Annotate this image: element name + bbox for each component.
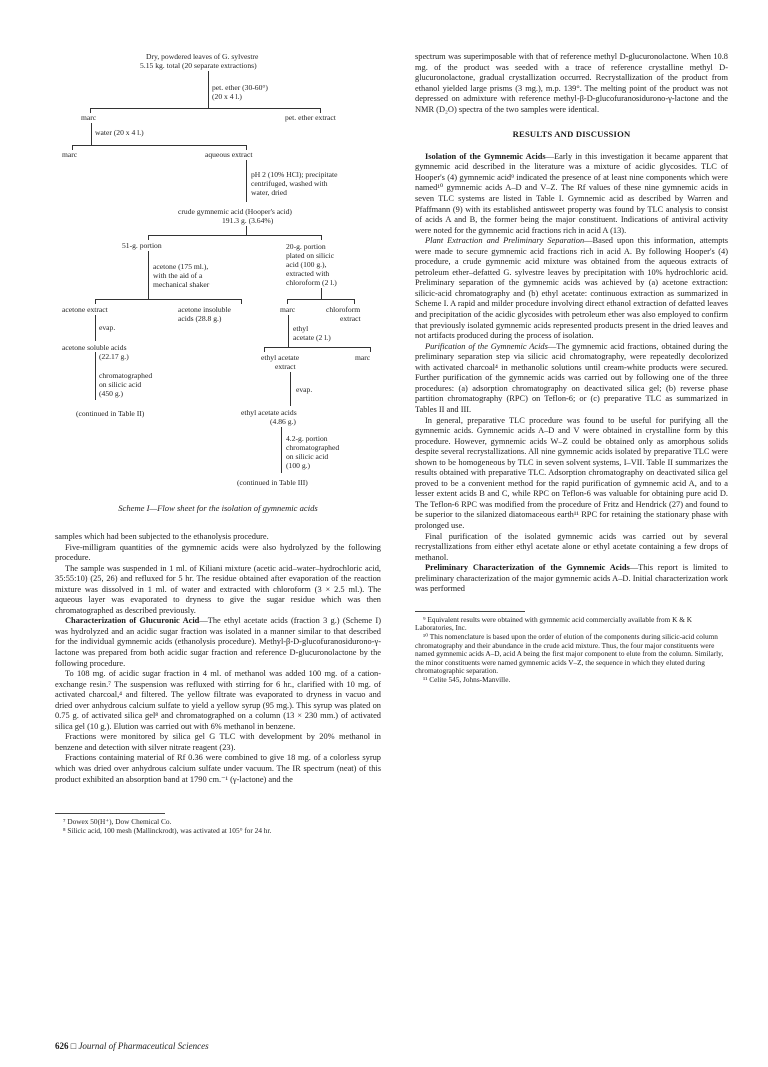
flow-node: chromatographed: [99, 371, 153, 380]
flow-node: ethyl acetate: [261, 353, 300, 362]
flow-node: acid (100 g.),: [286, 260, 327, 269]
flow-connector: [72, 145, 247, 146]
flow-node: marc: [355, 353, 371, 362]
flow-node: (100 g.): [286, 461, 311, 470]
journal-name: Journal of Pharmaceutical Sciences: [78, 1041, 209, 1051]
page-number: 626: [55, 1041, 69, 1051]
paragraph: To 108 mg. of acidic sugar fraction in 4 ml. of methanol was added 100 mg. of a cation-exchange resin.⁷ The suspension was refluxed with stirring for 6 hr., clarified with 10 mg. of activated charcoal,⁴ and filtered. The yellow filtrate was evaporated to dryness in vacuo and dried over anhydrous calcium sulfate to yield a yellow syrup (95 mg.). This syrup was plated on 0.75 g. of activated silica gel⁸ and chromatographed on a column (13 × 230 mm.) of activated silica gel (10 g.). Elution was carried out with 6% methanol in benzene.: [55, 669, 381, 731]
section-heading: Purification of the Gymnemic Acids: [425, 341, 548, 351]
flow-node: chloroform (2 l.): [286, 278, 337, 287]
flow-node: centrifuged, washed with: [251, 179, 328, 188]
flow-node: (continued in Table II): [76, 409, 145, 418]
paragraph: [415, 342, 728, 416]
paragraph: samples which had been subjected to the ethanolysis procedure.: [55, 532, 269, 541]
flow-connector: [281, 427, 282, 473]
flow-node: ethyl: [293, 324, 309, 333]
flow-node: acids (28.8 g.): [178, 314, 222, 323]
footnote: ⁷ Dowex 50(H⁺), Dow Chemical Co.: [63, 817, 172, 827]
flow-connector: [354, 299, 355, 304]
paragraph: Final purification of the isolated gymnemic acids was carried out by several recrystallizations from either ethyl acetate alone or ethyl acetate containing a few drops of methanol.: [415, 531, 728, 562]
flow-connector: [264, 347, 265, 352]
section-heading: Plant Extraction and Preliminary Separation: [425, 236, 585, 246]
left-column: [55, 532, 381, 835]
flow-connector: [148, 251, 149, 299]
footnote: ⁹ Equivalent results were obtained with gymnemic acid commercially available from K & K Laboratories, Inc.: [415, 614, 692, 633]
flow-node: 4.2-g. portion: [286, 434, 328, 443]
page-footer: [55, 1041, 209, 1051]
footnote: ¹¹ Celite 545, Johns-Manville.: [423, 674, 511, 684]
footnotes: [55, 818, 381, 835]
paragraph: Fractions containing material of Rf 0.36 were combined to give 18 mg. of a colorless syrup which was dried over anhydrous calcium sulfate under vacuum. The IR spectrum (neat) of this product exhibited an absorption band at 1790 cm.⁻¹ (γ-lactone) and the: [55, 753, 381, 784]
flow-node: Dry, powdered leaves of G. sylvestre: [146, 52, 259, 61]
section-heading: Characterization of Glucuronic Acid: [65, 616, 200, 626]
paragraph-text: —This report is limited to preliminary characterization of the major gymnemic acids A–D. Initial characterization work was performed: [415, 563, 728, 594]
box-glyph: □: [70, 1041, 77, 1051]
flow-node: extracted with: [286, 269, 330, 278]
flow-node: on silicic acid: [99, 380, 142, 389]
flow-node: on silicic acid: [286, 452, 329, 461]
flow-node: acetone soluble acids: [62, 343, 127, 352]
flow-connector: [90, 108, 321, 109]
section-heading: Preliminary Characterization of the Gymnemic Acids: [425, 563, 630, 573]
flow-connector: [91, 123, 92, 145]
flow-connector: [241, 299, 242, 304]
paragraph-text: —The ethyl acetate acids (fraction 3 g.) (Scheme I) was hydrolyzed and an acidic sugar fraction was isolated in a manner similar to that described for the individual gymnemic acids (ethanolysis procedure). Methyl-β-D-glucofuranosidurono-γ-lactone was prepared from both acidic sugar fraction and reference D-glucuronolactone by the following procedure.: [55, 616, 381, 668]
flow-connector: [246, 226, 247, 235]
flow-node: aqueous extract: [205, 150, 253, 159]
flow-node: (continued in Table III): [237, 478, 308, 487]
flow-connector: [288, 315, 289, 347]
flow-node: evap.: [296, 385, 313, 394]
flow-node: pH 2 (10% HCl); precipitate: [251, 170, 338, 179]
flow-node: extract: [340, 314, 361, 323]
flow-node: 5.15 kg. total (20 separate extractions): [140, 61, 257, 70]
flow-node: extract: [275, 362, 296, 371]
flow-node: chloroform: [326, 305, 361, 314]
section-heading: Isolation of the Gymnemic Acids: [425, 151, 546, 161]
flow-node: crude gymnemic acid (Hooper's acid): [178, 207, 292, 216]
flow-node: evap.: [99, 323, 116, 332]
section-title: RESULTS AND DISCUSSION: [512, 129, 631, 140]
flow-node: (22.17 g.): [99, 352, 129, 361]
paragraph: [55, 616, 381, 669]
flow-node: 51-g. portion: [122, 241, 162, 250]
flow-connector: [321, 288, 322, 299]
flow-node: marc: [62, 150, 78, 159]
flow-node: acetone extract: [62, 305, 108, 314]
flow-node: water (20 x 4 l.): [95, 128, 144, 137]
flow-node: acetate (2 l.): [293, 333, 331, 342]
flow-node: pet. ether (30-60°): [212, 83, 268, 92]
paragraph: [415, 152, 728, 236]
flow-connector: [95, 315, 96, 341]
paragraph: [415, 236, 728, 341]
paragraph: Five-milligram quantities of the gymnemic acids were also hydrolyzed by the following procedure.: [55, 542, 381, 563]
paragraph: Fractions were monitored by silica gel G TLC with development by 20% methanol in benzene and detection with silver nitrate reagent (23).: [55, 732, 381, 752]
flow-connector: [148, 235, 149, 240]
flow-node: pet. ether extract: [285, 113, 336, 122]
flow-node: mechanical shaker: [153, 280, 210, 289]
flow-node: water, dried: [251, 188, 287, 197]
paragraph: spectrum was superimposable with that of reference methyl D-glucuronolactone. When 10.8 mg. of the product was seeded with a trace of reference crystalline methyl D-glucuronolactone, gradual crystallization occurred. Recrystallization of the product from ethanol yielded large prisms (3 mg.), m.p. 139°. The melting point of the product was not depressed on admixture with reference methyl-β-D-glucofuranosidurono-γ-lactone and the NMR (D₂O) spectra of the two samples were identical.: [415, 52, 728, 114]
flow-node: acetone (175 ml.),: [153, 262, 209, 271]
flow-node: marc: [81, 113, 97, 122]
paragraph-text: —Early in this investigation it became apparent that gymnemic acid described in the literature was a mixture of acidic glycosides. TLC of Hooper's (4) gymnemic acid⁹ indicated the presence of at least nine components which were named¹⁰ gymnemic acids A–D and V–Z. The Rf values of these nine gymnemic acids in seven TLC systems are listed in Table I. Gymnemic acid as described by Warren and Pfaffmann (9) with its established antisweet property was found by TLC analysis to consist of acids A and B, the former being the major constituent. Indications of antiviral activity were noted for the gymnemic acid fractions rich in acid A (13).: [415, 151, 728, 235]
flow-connector: [287, 299, 355, 300]
flow-connector: [290, 372, 291, 406]
flow-connector: [246, 160, 247, 202]
flow-node: 191.3 g. (3.64%): [222, 216, 274, 225]
flow-node: acetone insoluble: [178, 305, 231, 314]
flow-connector: [148, 235, 322, 236]
paragraph: In general, preparative TLC procedure was found to be useful for purifying all the gymnemic acids. Gymnemic acids A–D and V were obtained in crystalline form by this procedure. However, gymnemic acids W–Z could be obtained only as amorphous solids despite several recrystallizations. All nine gymnemic acids isolated by preparative TLC were shown to be homogeneous by TLC in seven solvent systems, I–VII. Table II summarizes the results obtained with preparative TLC. Adsorption chromatography on deactivated silica gel proved to be a convenient method for the rapid purification of gymnemic acid A, and to a lesser extent acids B and C, while RPC on Teflon-6 was valuable for obtaining pure acid D. The Teflon-6 RPC was modified from the procedure of Fritz and Hendrick (27) and found to be superior to the silanized diatomaceous earth¹¹ RPC for retaining the stationary phase with prolonged use.: [415, 415, 728, 530]
flow-node: chromatographed: [286, 443, 340, 452]
flow-node: with the aid of a: [153, 271, 203, 280]
flow-node: (4.86 g.): [270, 417, 296, 426]
paragraph-text: —Based upon this information, attempts were made to secure gymnemic acid fractions rich in acid A. By following Hooper's (4) procedure, a crude gymnemic acid mixture was obtained from the aqueous extracts of petroleum ether–defatted G. sylvestre leaves by precipitation with 10% hydrochloric acid. Preliminary separation of the gymnemic acids was achieved by (a) acetone extraction: silicic-acid chromatography and (b) ethyl acetate: continuous extraction as summarized in Scheme I. A rapid and milder procedure involving direct ethanol extraction of defatted leaves and precipitation of the acidic glycosides with petroleum ether was also employed to confirm that previously isolated gymnemic acids represented products present in the dried leaves and not artifacts produced during the process of isolation.: [415, 236, 728, 341]
flow-connector: [208, 71, 209, 109]
footnote-rule: [415, 611, 525, 612]
flow-node: marc: [280, 305, 296, 314]
footnotes: [415, 616, 728, 685]
right-column: [415, 52, 728, 685]
flow-node: (20 x 4 l.): [212, 92, 242, 101]
flow-node: plated on silicic: [286, 251, 335, 260]
scheme-caption: Scheme I—Flow sheet for the isolation of gymnemic acids: [118, 503, 318, 513]
flow-node: ethyl acetate acids: [241, 408, 297, 417]
flow-node: 20-g. portion: [286, 242, 326, 251]
footnote: ¹⁰ This nomenclature is based upon the order of elution of the components during silicic-acid column chromatography and their abundance in the crude acid mixture. Thus, the four major constituents were named gymnemic acids A–D, acid A being the first major component to elute from the column. Similarly, the minor constituents were named gymnemic acids V–Z, the sequence in which they eluted during chromatographic separation.: [415, 631, 724, 676]
flow-connector: [287, 299, 288, 304]
paragraph: [415, 563, 728, 595]
flow-connector: [321, 235, 322, 240]
paragraph: The sample was suspended in 1 ml. of Kiliani mixture (acetic acid–water–hydrochloric acid, 35:55:10) (25, 26) and refluxed for 5 hr. The residue obtained after evaporation of the reaction mixture was dissolved in 1 ml. of water and extracted with chloroform (3 × 2.5 ml.). The aqueous layer was evaporated to dryness to give the sugar residue which was then chromatographed as described previously.: [55, 563, 381, 615]
flow-connector: [95, 299, 242, 300]
flow-connector: [370, 347, 371, 352]
footnote-rule: [55, 813, 165, 814]
flow-connector: [95, 352, 96, 400]
flow-node: (450 g.): [99, 389, 124, 398]
flow-connector: [95, 299, 96, 304]
flow-connector: [264, 347, 371, 348]
paragraph-text: —The gymnemic acid fractions, obtained during the preliminary separation step via silicic acid chromatography, were repeatedly decolorized with activated charcoal⁴ in methanolic solutions until cream-white products were secured. Further purification of the gymnemic acids was carried out by following one of the three procedures: (a) adsorption chromatography on deactivated silica gel; (b) reverse phase partition chromatography (RPC) on Teflon-6; or (c) preparative TLC as summarized in Tables II and III.: [415, 341, 728, 414]
footnote: ⁸ Silicic acid, 100 mesh (Mallinckrodt), was activated at 105° for 24 hr.: [63, 825, 272, 835]
